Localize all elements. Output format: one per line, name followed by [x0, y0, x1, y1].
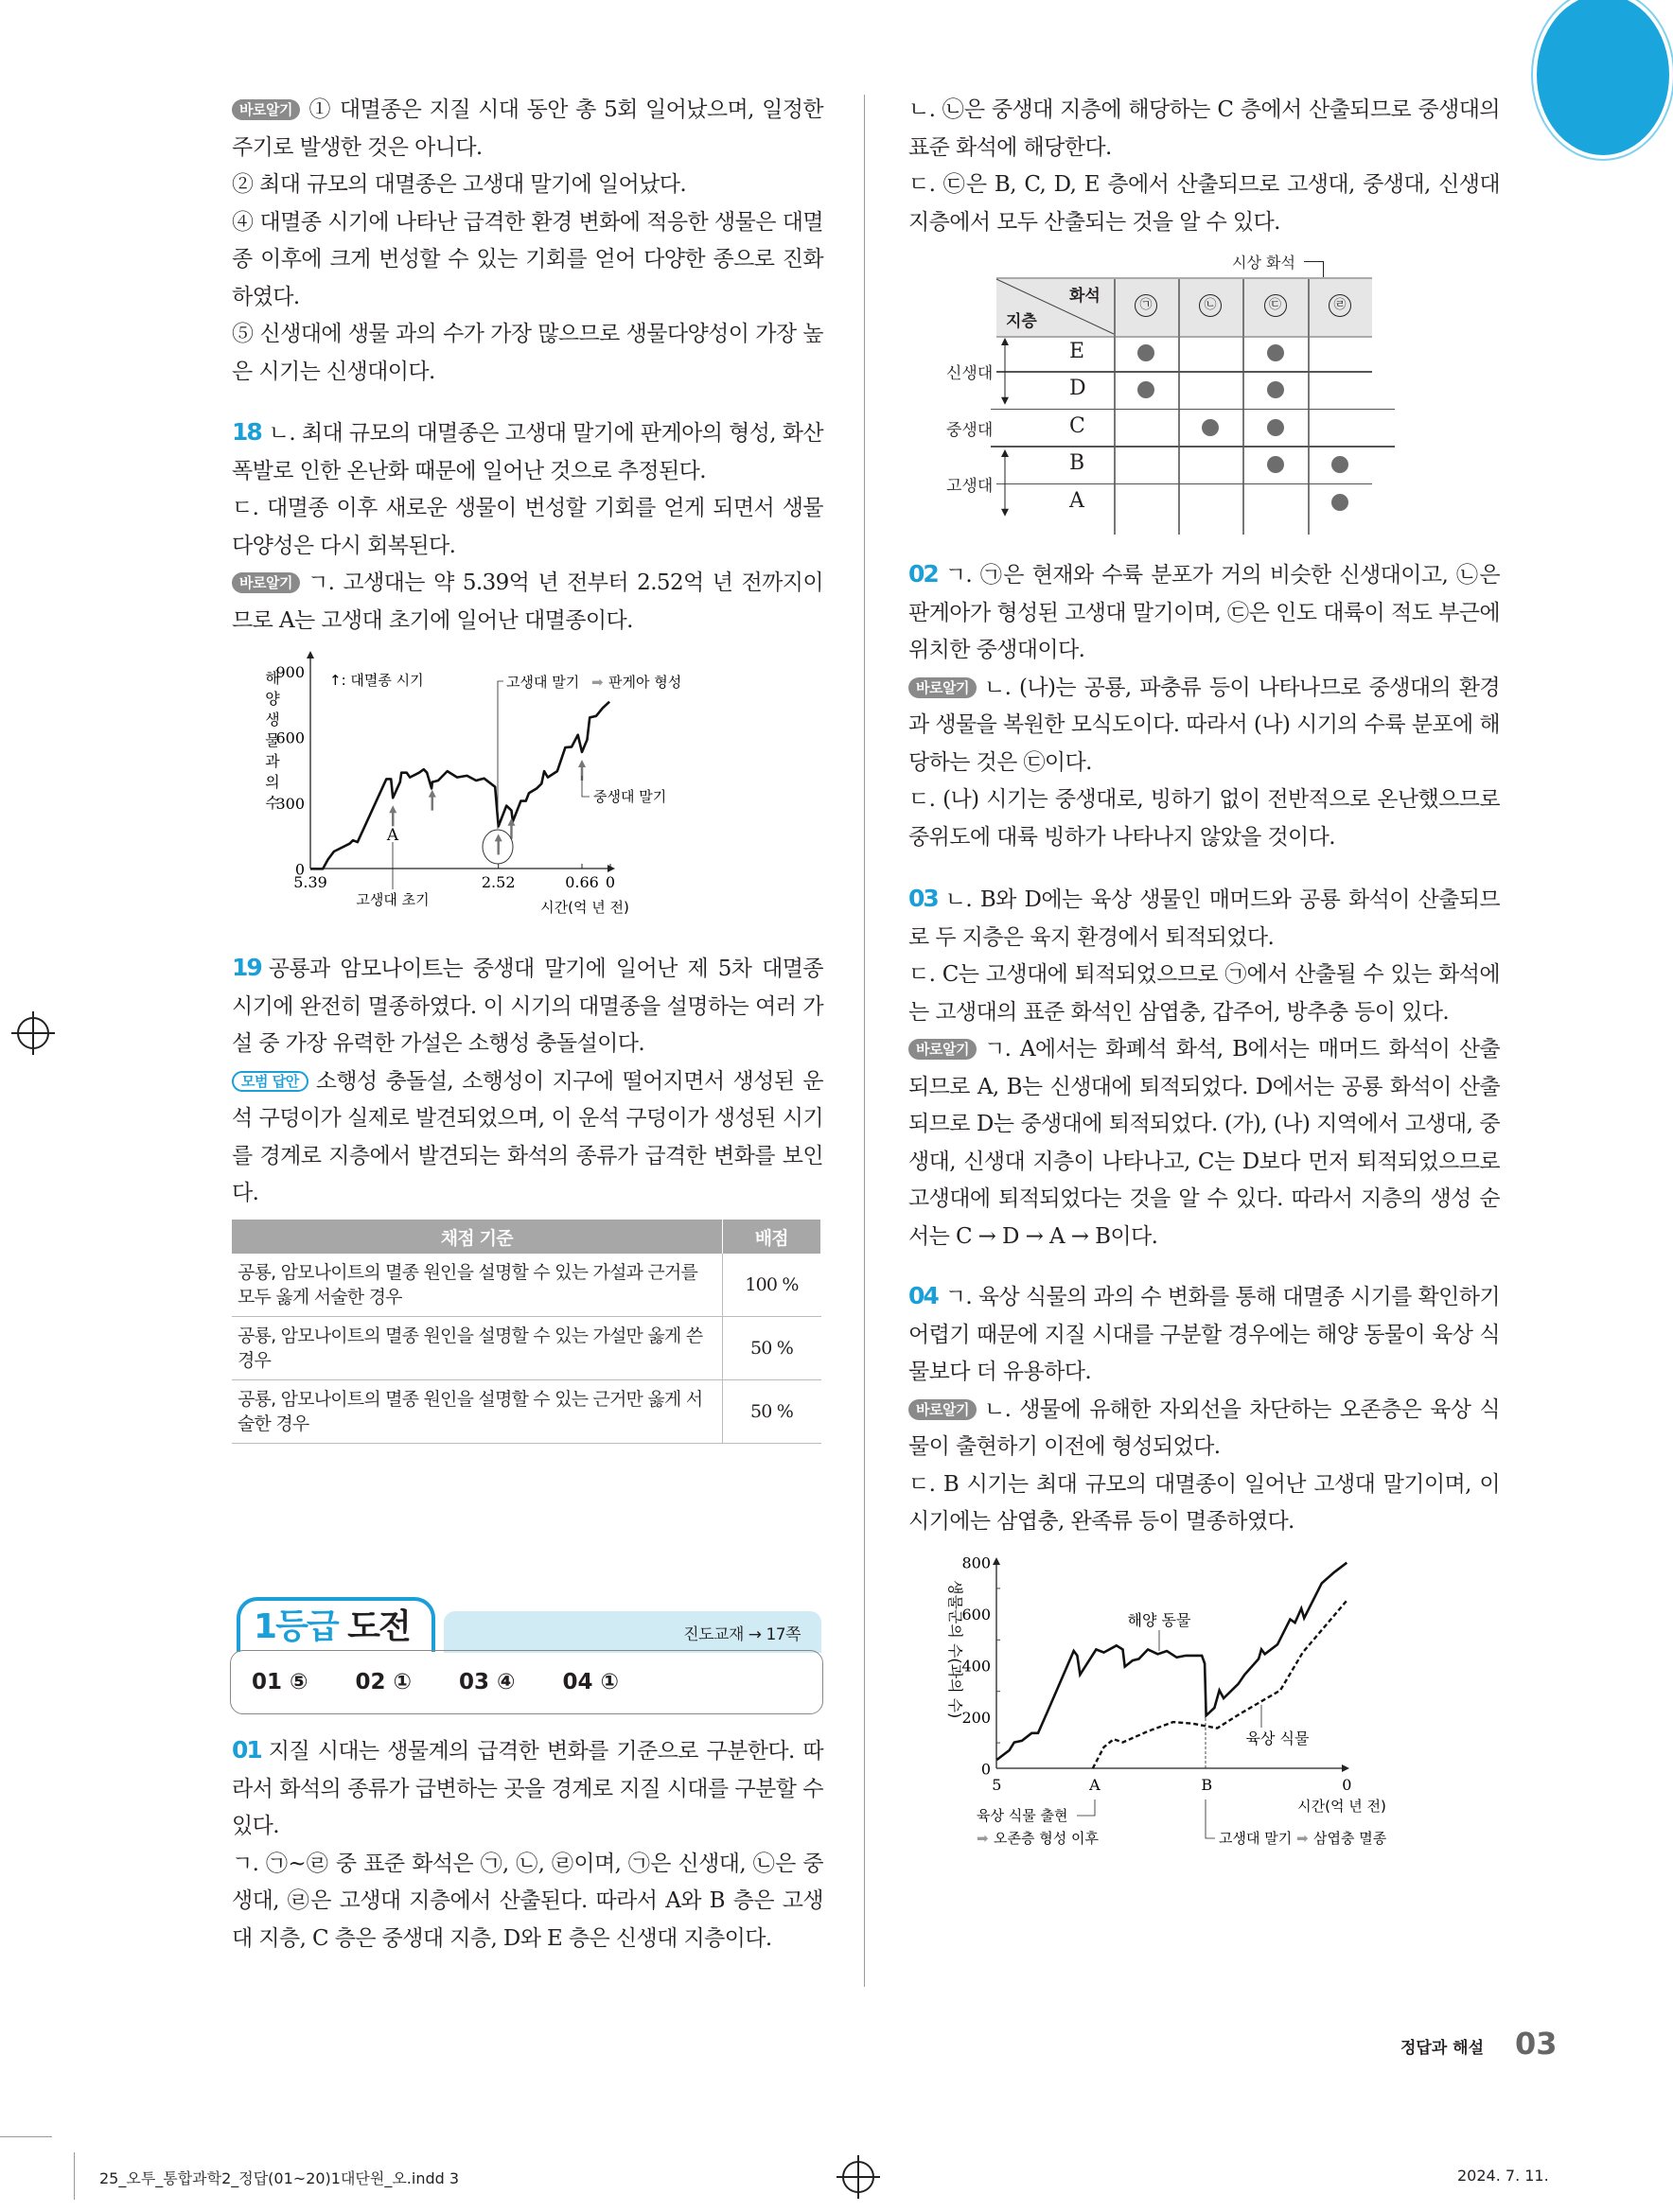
- paragraph-text: 지질 시대는 생물계의 급격한 변화를 기준으로 구분한다. 따라서 화석의 종류가 급변하는 곳을 경계로 지질 시대를 구분할 수 있다.: [232, 1739, 823, 1838]
- fossil-present-dot: [1331, 494, 1348, 511]
- y-axis-label: [946, 1580, 964, 1718]
- section-02: [908, 555, 1500, 856]
- layer-label: C: [1069, 413, 1085, 438]
- layer-label: B: [1069, 451, 1085, 476]
- x-axis-arrow-icon: [608, 865, 615, 872]
- layer-label: E: [1069, 340, 1085, 363]
- answer-item: 01 ⑤: [252, 1670, 308, 1694]
- paragraph: [908, 1392, 1500, 1466]
- fossil-present-dot: [1331, 456, 1348, 473]
- fossil-column-header: ㉢: [1264, 294, 1287, 317]
- paragraph: [232, 1063, 823, 1213]
- table-row: [232, 1254, 821, 1317]
- y-tick-label: 900: [275, 663, 305, 681]
- paragraph: [232, 413, 823, 490]
- correction-badge: 바로알기: [908, 1399, 977, 1420]
- answer-item: 04 ①: [562, 1670, 620, 1694]
- y-axis-label-char: 양: [265, 690, 280, 708]
- y-tick-label: 800: [961, 1554, 991, 1572]
- header-criteria: 채점 기준: [232, 1220, 722, 1254]
- paragraph-text: ㄱ. ㉠은 현재와 수륙 분포가 거의 비슷한 신생대이고, ㉡은 판게아가 형성된 고생대 말기이며, ㉢은 인도 대륙이 적도 부근에 위치한 중생대이다.: [908, 563, 1500, 662]
- y-axis-arrow-icon: [993, 1557, 1000, 1565]
- y-tick-label: 600: [275, 729, 305, 747]
- paragraph: [908, 781, 1500, 856]
- x-axis-label: 시간(억 년 전): [1297, 1798, 1386, 1815]
- x-axis-label: 시간(억 년 전): [540, 899, 629, 916]
- fossil-present-dot: [1137, 381, 1154, 398]
- correction-badge: 바로알기: [908, 677, 977, 698]
- fossil-strata-table: [946, 251, 1457, 535]
- arrow-right-icon: ➡: [1296, 1830, 1309, 1847]
- fossil-present-dot: [1202, 419, 1219, 436]
- paragraph: [908, 555, 1500, 670]
- answer-item: 02 ①: [355, 1670, 413, 1694]
- paragraph-text: ㄷ. ㉢은 B, C, D, E 층에서 산출되므로 고생대, 중생대, 신생대 지층에서 모두 산출되는 것을 알 수 있다.: [908, 172, 1500, 235]
- double-arrow-icon: [999, 449, 1011, 517]
- fossil-column-header: ㉠: [1135, 294, 1157, 317]
- question-number: 03: [908, 885, 938, 912]
- footer-filename: 25_오투_통합과학2_정답(01~20)1대단원_오.indd 3: [99, 2169, 460, 2187]
- column-line: [1178, 279, 1180, 535]
- answer-item: 03 ④: [459, 1670, 516, 1694]
- leader-line: [498, 681, 503, 829]
- y-tick-label: 0: [980, 1760, 991, 1779]
- paragraph-text: ㄷ. 대멸종 이후 새로운 생물이 번성할 기회를 얻게 되면서 생물다양성은 다시 회복된다.: [232, 496, 823, 558]
- extinction-arrowhead-icon: [578, 760, 586, 767]
- section-intro-left: [232, 92, 823, 391]
- points-cell: 50 %: [722, 1380, 821, 1444]
- table-row: [232, 1380, 821, 1444]
- page-number: 03: [1515, 2026, 1558, 2062]
- extinction-arrowhead-icon: [495, 834, 502, 841]
- paragraph: [908, 92, 1500, 167]
- y-axis-label-char: 수: [265, 794, 280, 812]
- y-axis-label-char: 물: [265, 731, 280, 749]
- x-axis-arrow-icon: [1342, 1764, 1349, 1772]
- fossil-column-header: ㉣: [1329, 294, 1351, 317]
- annotation-late-mesozoic: 중생대 말기: [593, 788, 667, 805]
- annotation-land-plants-appear: 육상 식물 출현: [977, 1807, 1068, 1824]
- section-19: [232, 949, 823, 1213]
- criteria-cell: 공룡, 암모나이트의 멸종 원인을 설명할 수 있는 근거만 옳게 서술한 경우: [232, 1380, 722, 1444]
- row-line: [991, 409, 1395, 411]
- section-intro-right: [908, 92, 1500, 241]
- row-line: [996, 483, 1372, 485]
- registration-mark-icon: [842, 2161, 874, 2193]
- extinction-arrowhead-icon: [389, 805, 396, 813]
- column-line: [1242, 279, 1244, 535]
- paragraph: [232, 565, 823, 640]
- correction-badge: 바로알기: [232, 572, 300, 593]
- header-points: 배점: [722, 1220, 821, 1254]
- header-stratum: 지층: [1006, 312, 1037, 331]
- annotation-ozone: 오존층 형성 이후: [994, 1830, 1099, 1847]
- paragraph-text: ⑤ 신생대에 생물 과의 수가 가장 많으므로 생물다양성이 가장 높은 시기는 신생대이다.: [232, 322, 823, 384]
- arrow-right-icon: ➡: [977, 1830, 989, 1847]
- y-tick-label: 200: [961, 1708, 991, 1727]
- arrow-right-icon: ➡: [591, 674, 604, 691]
- model-answer-badge: 모범 답안: [232, 1071, 308, 1092]
- annotation-early-paleozoic: 고생대 초기: [356, 891, 430, 908]
- title-grade: 등급: [275, 1607, 338, 1646]
- paragraph-text: ④ 대멸종 시기에 나타난 급격한 환경 변화에 적응한 생물은 대멸종 이후에 크게 번성할 수 있는 기회를 얻어 다양한 종으로 진화하였다.: [232, 209, 823, 309]
- annotation-pangaea: 판게아 형성: [608, 674, 682, 691]
- column-line: [1308, 279, 1310, 535]
- paragraph: [232, 316, 823, 391]
- correction-badge: 바로알기: [232, 99, 300, 120]
- points-cell: 100 %: [722, 1254, 821, 1317]
- question-number: 02: [908, 560, 938, 588]
- title-number: 1: [254, 1607, 276, 1646]
- paragraph-text: ㄷ. C는 고생대에 퇴적되었으므로 ㉠에서 산출될 수 있는 화석에는 고생대의 표준 화석인 삼엽충, 갑주어, 방추충 등이 있다.: [908, 962, 1500, 1025]
- paragraph: [908, 167, 1500, 241]
- fossil-column-header: ㉡: [1199, 294, 1222, 317]
- scoring-table: [232, 1220, 821, 1444]
- era-label: 중생대: [946, 420, 994, 440]
- paragraph: [908, 880, 1500, 957]
- y-axis-label-char: 해: [265, 669, 280, 687]
- title-rest: 도전: [347, 1607, 410, 1646]
- y-tick-label: 0: [294, 860, 305, 879]
- y-tick-label: 400: [961, 1657, 991, 1676]
- paragraph: [232, 1731, 823, 1846]
- section-04: [908, 1277, 1500, 1541]
- annotation-late-paleozoic: 고생대 말기: [506, 674, 580, 691]
- fossil-present-dot: [1137, 344, 1154, 361]
- paragraph: [232, 490, 823, 565]
- paragraph: [232, 1846, 823, 1958]
- paragraph-text: ㄴ. B와 D에는 육상 생물인 매머드와 공룡 화석이 산출되므로 두 지층은 육지 환경에서 퇴적되었다.: [908, 887, 1500, 950]
- chapter-tab: [1533, 0, 1673, 159]
- y-tick-label: 600: [961, 1606, 991, 1624]
- header-fossil: 화석: [1069, 287, 1101, 306]
- paragraph: [232, 949, 823, 1063]
- paragraph-text: ㄱ. ㉠~㉣ 중 표준 화석은 ㉠, ㉡, ㉣이며, ㉠은 신생대, ㉡은 중생대, ㉣은 고생대 지층에서 산출된다. 따라서 A와 B 층은 고생대 지층, C 층은 중생대 지층, D와 E 층은 신생대 지층이다.: [232, 1851, 823, 1951]
- x-tick-label: 0.66: [565, 873, 599, 891]
- paragraph-text: ㄱ. 고생대는 약 5.39억 년 전부터 2.52억 년 전까지이므로 A는 고생대 초기에 일어난 대멸종이다.: [232, 571, 823, 633]
- paragraph: [232, 167, 823, 204]
- extinction-arrowhead-icon: [429, 790, 436, 798]
- x-tick-label: B: [1201, 1776, 1213, 1794]
- x-tick-label: 5.39: [293, 873, 327, 891]
- x-tick-label: 0: [605, 873, 616, 891]
- row-line: [991, 446, 1395, 448]
- double-arrow-icon: [999, 338, 1011, 405]
- section-18: [232, 413, 823, 640]
- layer-label: D: [1069, 377, 1086, 401]
- series-label-plants: 육상 식물: [1245, 1729, 1310, 1747]
- registration-mark-icon: [17, 1017, 49, 1049]
- section-01: [232, 1731, 823, 1957]
- fossil-present-dot: [1267, 344, 1284, 361]
- y-axis-label-char: 과: [265, 752, 280, 770]
- annotation-late-paleozoic: 고생대 말기: [1219, 1830, 1293, 1847]
- x-tick-label: 0: [1342, 1776, 1352, 1794]
- fossil-present-dot: [1267, 456, 1284, 473]
- question-number: 01: [232, 1736, 261, 1764]
- paragraph-text: ㄷ. B 시기는 최대 규모의 대멸종이 일어난 고생대 말기이며, 이 시기에는 삼엽충, 완족류 등이 멸종하였다.: [908, 1471, 1500, 1534]
- x-tick-label: 5: [992, 1776, 1002, 1794]
- criteria-cell: 공룡, 암모나이트의 멸종 원인을 설명할 수 있는 가설만 옳게 쓴 경우: [232, 1317, 722, 1380]
- paragraph-text: ㄱ. A에서는 화폐석 화석, B에서는 매머드 화석이 산출되므로 A, B는 신생대에 퇴적되었다. D에서는 공룡 화석이 산출되므로 D는 중생대에 퇴적되었다. (가), (나) 지역에서 고생대, 중생대, 신생대 지층이 나타나고, C는 D보다 먼저 퇴적되었으므로 고생대에 퇴적되었다는 것을 알 수 있다. 따라서 지층의 생성 순서는 C → D → A → B이다.: [908, 1037, 1500, 1249]
- points-cell: 50 %: [722, 1317, 821, 1380]
- series-label-marine: 해양 동물: [1127, 1611, 1191, 1629]
- era-label: 고생대: [946, 476, 994, 496]
- crop-mark: [74, 2152, 75, 2200]
- paragraph-text: 공룡과 암모나이트는 중생대 말기에 일어난 제 5차 대멸종 시기에 완전히 멸종하였다. 이 시기의 대멸종을 설명하는 여러 가설 중 가장 유력한 가설은 소행성 충돌설이다.: [232, 957, 823, 1056]
- correction-badge: 바로알기: [908, 1039, 977, 1060]
- fossil-present-dot: [1267, 381, 1284, 398]
- y-axis-label-text: 해양 생물 과의 수: [123, 549, 131, 550]
- paragraph-text: ㄴ. 최대 규모의 대멸종은 고생대 말기에 판게아의 형성, 화산 폭발로 인한 온난화 때문에 일어난 것으로 추정된다.: [232, 421, 823, 483]
- paragraph-text: ㄴ. (나)는 공룡, 파충류 등이 나타나므로 중생대의 환경과 생물을 복원한 모식도이다. 따라서 (나) 시기의 수륙 분포에 해당하는 것은 ㉢이다.: [908, 675, 1500, 775]
- answer-key-box: [230, 1650, 823, 1714]
- column-divider: [864, 95, 865, 1987]
- y-axis-label-char: 생: [265, 711, 280, 729]
- textbook-reference: 진도교재 → 17쪽: [444, 1611, 821, 1653]
- x-tick-label: 2.52: [481, 873, 516, 891]
- question-number: 18: [232, 418, 261, 446]
- paragraph-text: ① 대멸종은 지질 시대 동안 총 5회 일어났으며, 일정한 주기로 발생한 것은 아니다.: [232, 97, 823, 160]
- question-number: 04: [908, 1282, 938, 1309]
- footer-section-title: 정답과 해설: [1400, 2039, 1485, 2058]
- layer-label: A: [1069, 488, 1084, 513]
- era-label: 신생대: [946, 364, 994, 384]
- paragraph: [908, 1466, 1500, 1541]
- series-line: [310, 702, 609, 869]
- y-axis-label-text: 생물군의 수(과의 수): [946, 1580, 964, 1719]
- paragraph-text: ㄱ. 육상 식물의 과의 수 변화를 통해 대멸종 시기를 확인하기 어렵기 때문에 지질 시대를 구분할 경우에는 해양 동물이 육상 식물보다 더 유용하다.: [908, 1285, 1500, 1384]
- paragraph: [232, 204, 823, 317]
- criteria-cell: 공룡, 암모나이트의 멸종 원인을 설명할 수 있는 가설과 근거를 모두 옳게 서술한 경우: [232, 1254, 722, 1317]
- row-line: [996, 371, 1372, 373]
- paragraph-text: ㄴ. ㉡은 중생대 지층에 해당하는 C 층에서 산출되므로 중생대의 표준 화석에 해당한다.: [908, 97, 1500, 160]
- paragraph-text: 소행성 충돌설, 소행성이 지구에 떨어지면서 생성된 운석 구덩이가 실제로 발견되었으며, 이 운석 구덩이가 생성된 시기를 경계로 지층에서 발견되는 화석의 종류가 급격한 변화를 보인다.: [232, 1068, 823, 1205]
- challenge-title: [237, 1597, 435, 1652]
- footer-date: 2024. 7. 11.: [1457, 2167, 1549, 2185]
- paragraph: [908, 1277, 1500, 1392]
- fossil-present-dot: [1267, 419, 1284, 436]
- callout-facies-fossil: 시상 화석: [1232, 254, 1295, 272]
- paragraph-text: ㄴ. 생물에 유해한 자외선을 차단하는 오존층은 육상 식물이 출현하기 이전에 형성되었다.: [908, 1396, 1500, 1459]
- legend-text: ↑: 대멸종 시기: [329, 672, 424, 689]
- question-number: 19: [232, 954, 261, 981]
- paragraph: [908, 957, 1500, 1031]
- biota-families-chart: [899, 1542, 1467, 1864]
- column-line: [1114, 279, 1116, 535]
- y-axis-arrow-icon: [307, 651, 314, 658]
- paragraph: [232, 92, 823, 167]
- crop-mark: [0, 2136, 52, 2137]
- paragraph-text: ㄷ. (나) 시기는 중생대로, 빙하기 없이 전반적으로 온난했으므로 중위도에 대륙 빙하가 나타나지 않았을 것이다.: [908, 787, 1500, 850]
- annotation-A: A: [386, 826, 399, 845]
- section-03: [908, 880, 1500, 1255]
- x-tick-label: A: [1089, 1776, 1101, 1794]
- table-row: [232, 1317, 821, 1380]
- paragraph: [908, 1031, 1500, 1255]
- paragraph: [908, 670, 1500, 782]
- paragraph-text: ② 최대 규모의 대멸종은 고생대 말기에 일어났다.: [232, 172, 687, 197]
- y-axis-label-char: 의: [265, 773, 280, 791]
- annotation-trilobite-extinction: 삼엽충 멸종: [1313, 1830, 1387, 1847]
- y-tick-label: 300: [275, 794, 305, 813]
